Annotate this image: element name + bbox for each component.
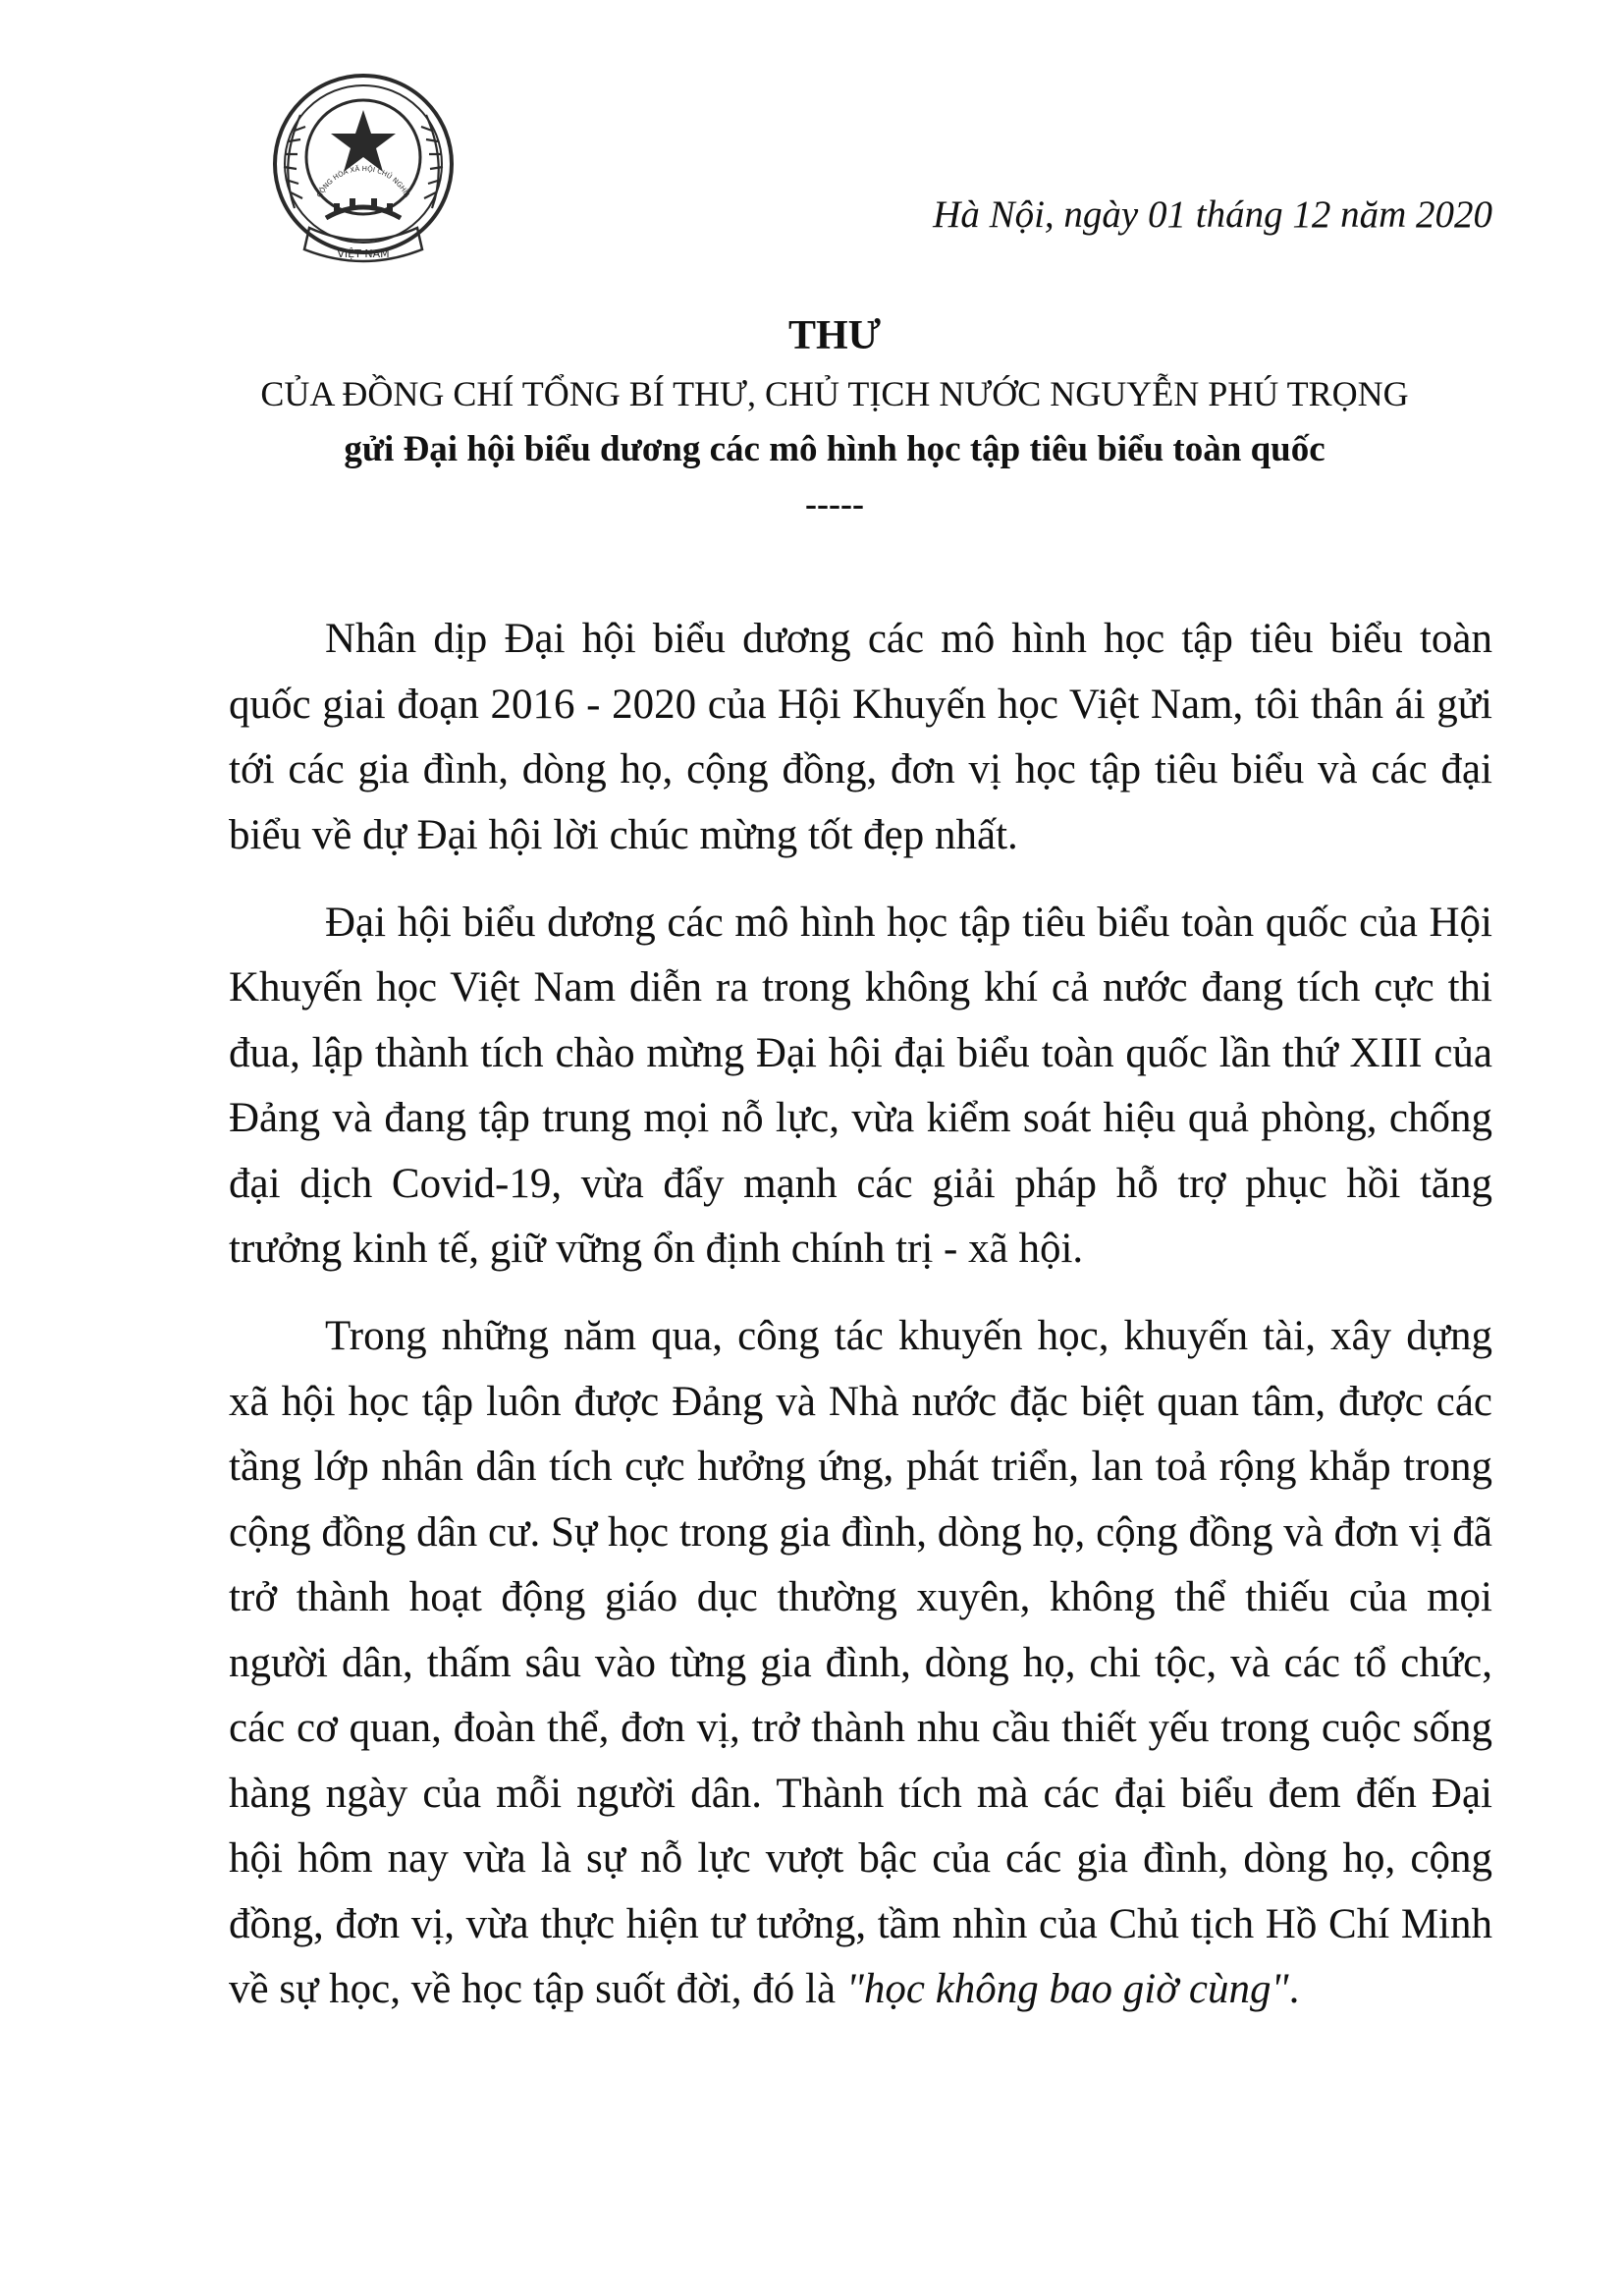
- emblem-ring-text: CỘNG HÒA XÃ HỘI CHỦ NGHĨA: [315, 164, 411, 199]
- letter-author-line: CỦA ĐỒNG CHÍ TỔNG BÍ THƯ, CHỦ TỊCH NƯỚC NGUYỄN PHÚ TRỌNG: [260, 374, 1409, 413]
- letter-subject-line: gửi Đại hội biểu dương các mô hình học tập tiêu biểu toàn quốc: [344, 429, 1325, 469]
- dateline: Hà Nội, ngày 01 tháng 12 năm 2020: [933, 193, 1492, 236]
- vietnam-national-emblem-icon: [265, 71, 461, 277]
- emblem-country-text: VIỆT NAM: [337, 247, 390, 260]
- heading-separator: -----: [805, 484, 864, 523]
- paragraph-3: [229, 1304, 1492, 2023]
- national-emblem: [265, 71, 461, 277]
- quoted-phrase: "học không bao giờ cùng": [845, 1966, 1289, 2012]
- paragraph-2: Đại hội biểu dương các mô hình học tập tiêu biểu toàn quốc của Hội Khuyến học Việt Nam diễn ra trong không khí cả nước đang tích cực thi đua, lập thành tích chào mừng Đại hội đại biểu toàn quốc lần thứ XIII của Đảng và đang tập trung mọi nỗ lực, vừa kiểm soát hiệu quả phòng, chống đại dịch Covid-19, vừa đẩy mạnh các giải pháp hỗ trợ phục hồi tăng trưởng kinh tế, giữ vững ổn định chính trị - xã hội.: [229, 899, 1492, 1272]
- paragraph-1: Nhân dịp Đại hội biểu dương các mô hình học tập tiêu biểu toàn quốc giai đoạn 2016 - 2020 của Hội Khuyến học Việt Nam, tôi thân ái gửi tới các gia đình, dòng họ, cộng đồng, đơn vị học tập tiêu biểu và các đại biểu về dự Đại hội lời chúc mừng tốt đẹp nhất.: [229, 616, 1492, 858]
- letter-body: [229, 607, 1492, 2045]
- letter-title: THƯ: [787, 313, 882, 358]
- paragraph-3-end: .: [1288, 1966, 1300, 2012]
- svg-text:CỘNG HÒA XÃ HỘI CHỦ NGHĨA: [315, 164, 411, 199]
- paragraph-3-text: Trong những năm qua, công tác khuyến học, khuyến tài, xây dựng xã hội học tập luôn được Đảng và Nhà nước đặc biệt quan tâm, được các tầng lớp nhân dân tích cực hưởng ứng, phát triển, lan toả rộng khắp trong cộng đồng dân cư. Sự học trong gia đình, dòng họ, cộng đồng và đơn vị đã trở thành hoạt động giáo dục thường xuyên, không thể thiếu của mọi người dân, thấm sâu vào từng gia đình, dòng họ, chi tộc, và các tổ chức, các cơ quan, đoàn thể, đơn vị, trở thành nhu cầu thiết yếu trong cuộc sống hàng ngày của mỗi người dân. Thành tích mà các đại biểu đem đến Đại hội hôm nay vừa là sự nỗ lực vượt bậc của các gia đình, dòng họ, cộng đồng, đơn vị, vừa thực hiện tư tưởng, tầm nhìn của Chủ tịch Hồ Chí Minh về sự học, về học tập suốt đời, đó là: [229, 1313, 1492, 2012]
